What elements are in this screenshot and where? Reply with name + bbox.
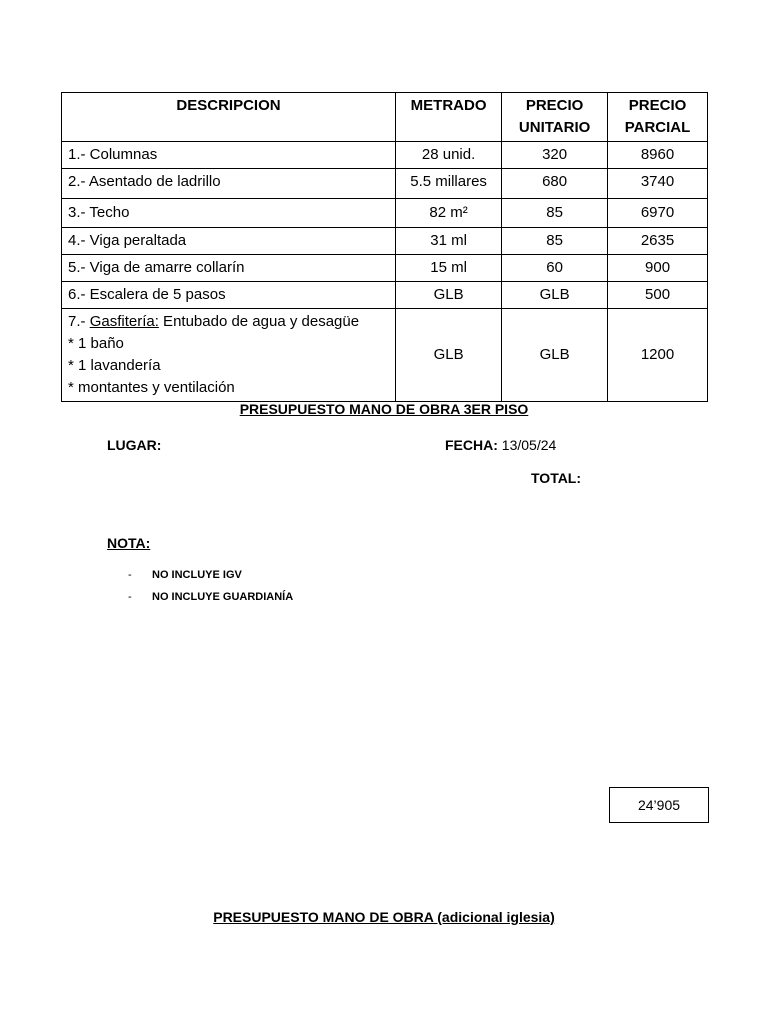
cell-descripcion: 5.- Viga de amarre collarín — [62, 255, 396, 282]
gasfiteria-prefix: 7.- — [68, 313, 90, 330]
table-row — [62, 142, 708, 169]
cell-precio-unitario: 680 — [502, 169, 608, 199]
header-precio-unitario-line2: UNITARIO — [518, 119, 591, 136]
gasfiteria-item: * 1 baño — [68, 335, 124, 352]
cell-metrado: 15 ml — [396, 255, 502, 282]
table-header-row — [62, 93, 708, 142]
header-precio-parcial-line2: PARCIAL — [624, 119, 691, 136]
cell-precio-unitario: 85 — [502, 199, 608, 228]
section-title-adicional: PRESUPUESTO MANO DE OBRA (adicional iglesia) — [213, 909, 555, 925]
cell-precio-parcial: 1200 — [608, 309, 708, 402]
gasfiteria-desc: Entubado de agua y desagüe — [158, 313, 360, 330]
table-row — [62, 228, 708, 255]
table-row — [62, 309, 708, 402]
cell-descripcion-gasfiteria — [62, 309, 396, 402]
gasfiteria-item: * 1 lavandería — [68, 357, 161, 374]
total-value-box: 24’905 — [609, 787, 709, 823]
page-title: PRESUPUESTO MANO DE OBRA 3ER PISO — [239, 401, 529, 417]
cell-metrado: 5.5 millares — [396, 169, 502, 199]
cell-precio-parcial: 900 — [608, 255, 708, 282]
header-metrado: METRADO — [396, 93, 502, 142]
cell-precio-parcial: 8960 — [608, 142, 708, 169]
table-row — [62, 255, 708, 282]
cell-precio-parcial: 6970 — [608, 199, 708, 228]
cell-precio-parcial: 3740 — [608, 169, 708, 199]
fecha-label: FECHA: — [445, 437, 498, 453]
table-row — [62, 199, 708, 228]
budget-table — [61, 92, 708, 402]
cell-precio-parcial: 500 — [608, 282, 708, 309]
cell-descripcion: 2.- Asentado de ladrillo — [62, 169, 396, 199]
cell-precio-unitario: 85 — [502, 228, 608, 255]
cell-precio-parcial: 2635 — [608, 228, 708, 255]
lugar-label: LUGAR: — [107, 437, 162, 453]
cell-metrado: 28 unid. — [396, 142, 502, 169]
header-precio-unitario — [502, 93, 608, 142]
notes-list — [128, 567, 293, 611]
cell-metrado: GLB — [396, 309, 502, 402]
header-precio-parcial — [608, 93, 708, 142]
gasfiteria-item: * montantes y ventilación — [68, 379, 235, 396]
nota-label: NOTA: — [107, 535, 151, 551]
list-item — [128, 567, 293, 589]
cell-precio-unitario: 60 — [502, 255, 608, 282]
cell-descripcion: 1.- Columnas — [62, 142, 396, 169]
cell-metrado: 31 ml — [396, 228, 502, 255]
header-precio-parcial-line1: PRECIO — [628, 97, 687, 114]
table-row — [62, 282, 708, 309]
fecha-value: 13/05/24 — [497, 437, 557, 453]
cell-precio-unitario: 320 — [502, 142, 608, 169]
total-label: TOTAL: — [531, 470, 582, 486]
gasfiteria-label: Gasfitería: — [89, 313, 159, 330]
note-text: NO INCLUYE GUARDIANÍA — [152, 591, 294, 603]
note-text: NO INCLUYE IGV — [152, 569, 242, 581]
cell-descripcion: 3.- Techo — [62, 199, 396, 228]
header-descripcion: DESCRIPCION — [62, 93, 396, 142]
cell-descripcion: 4.- Viga peraltada — [62, 228, 396, 255]
cell-descripcion: 6.- Escalera de 5 pasos — [62, 282, 396, 309]
cell-precio-unitario: GLB — [502, 282, 608, 309]
cell-metrado: 82 m² — [396, 199, 502, 228]
header-precio-unitario-line1: PRECIO — [525, 97, 584, 114]
list-item — [128, 589, 293, 611]
dash-bullet: - — [128, 569, 132, 581]
dash-bullet: - — [128, 591, 132, 603]
cell-precio-unitario: GLB — [502, 309, 608, 402]
table-row — [62, 169, 708, 199]
cell-metrado: GLB — [396, 282, 502, 309]
fecha-field — [445, 437, 556, 453]
